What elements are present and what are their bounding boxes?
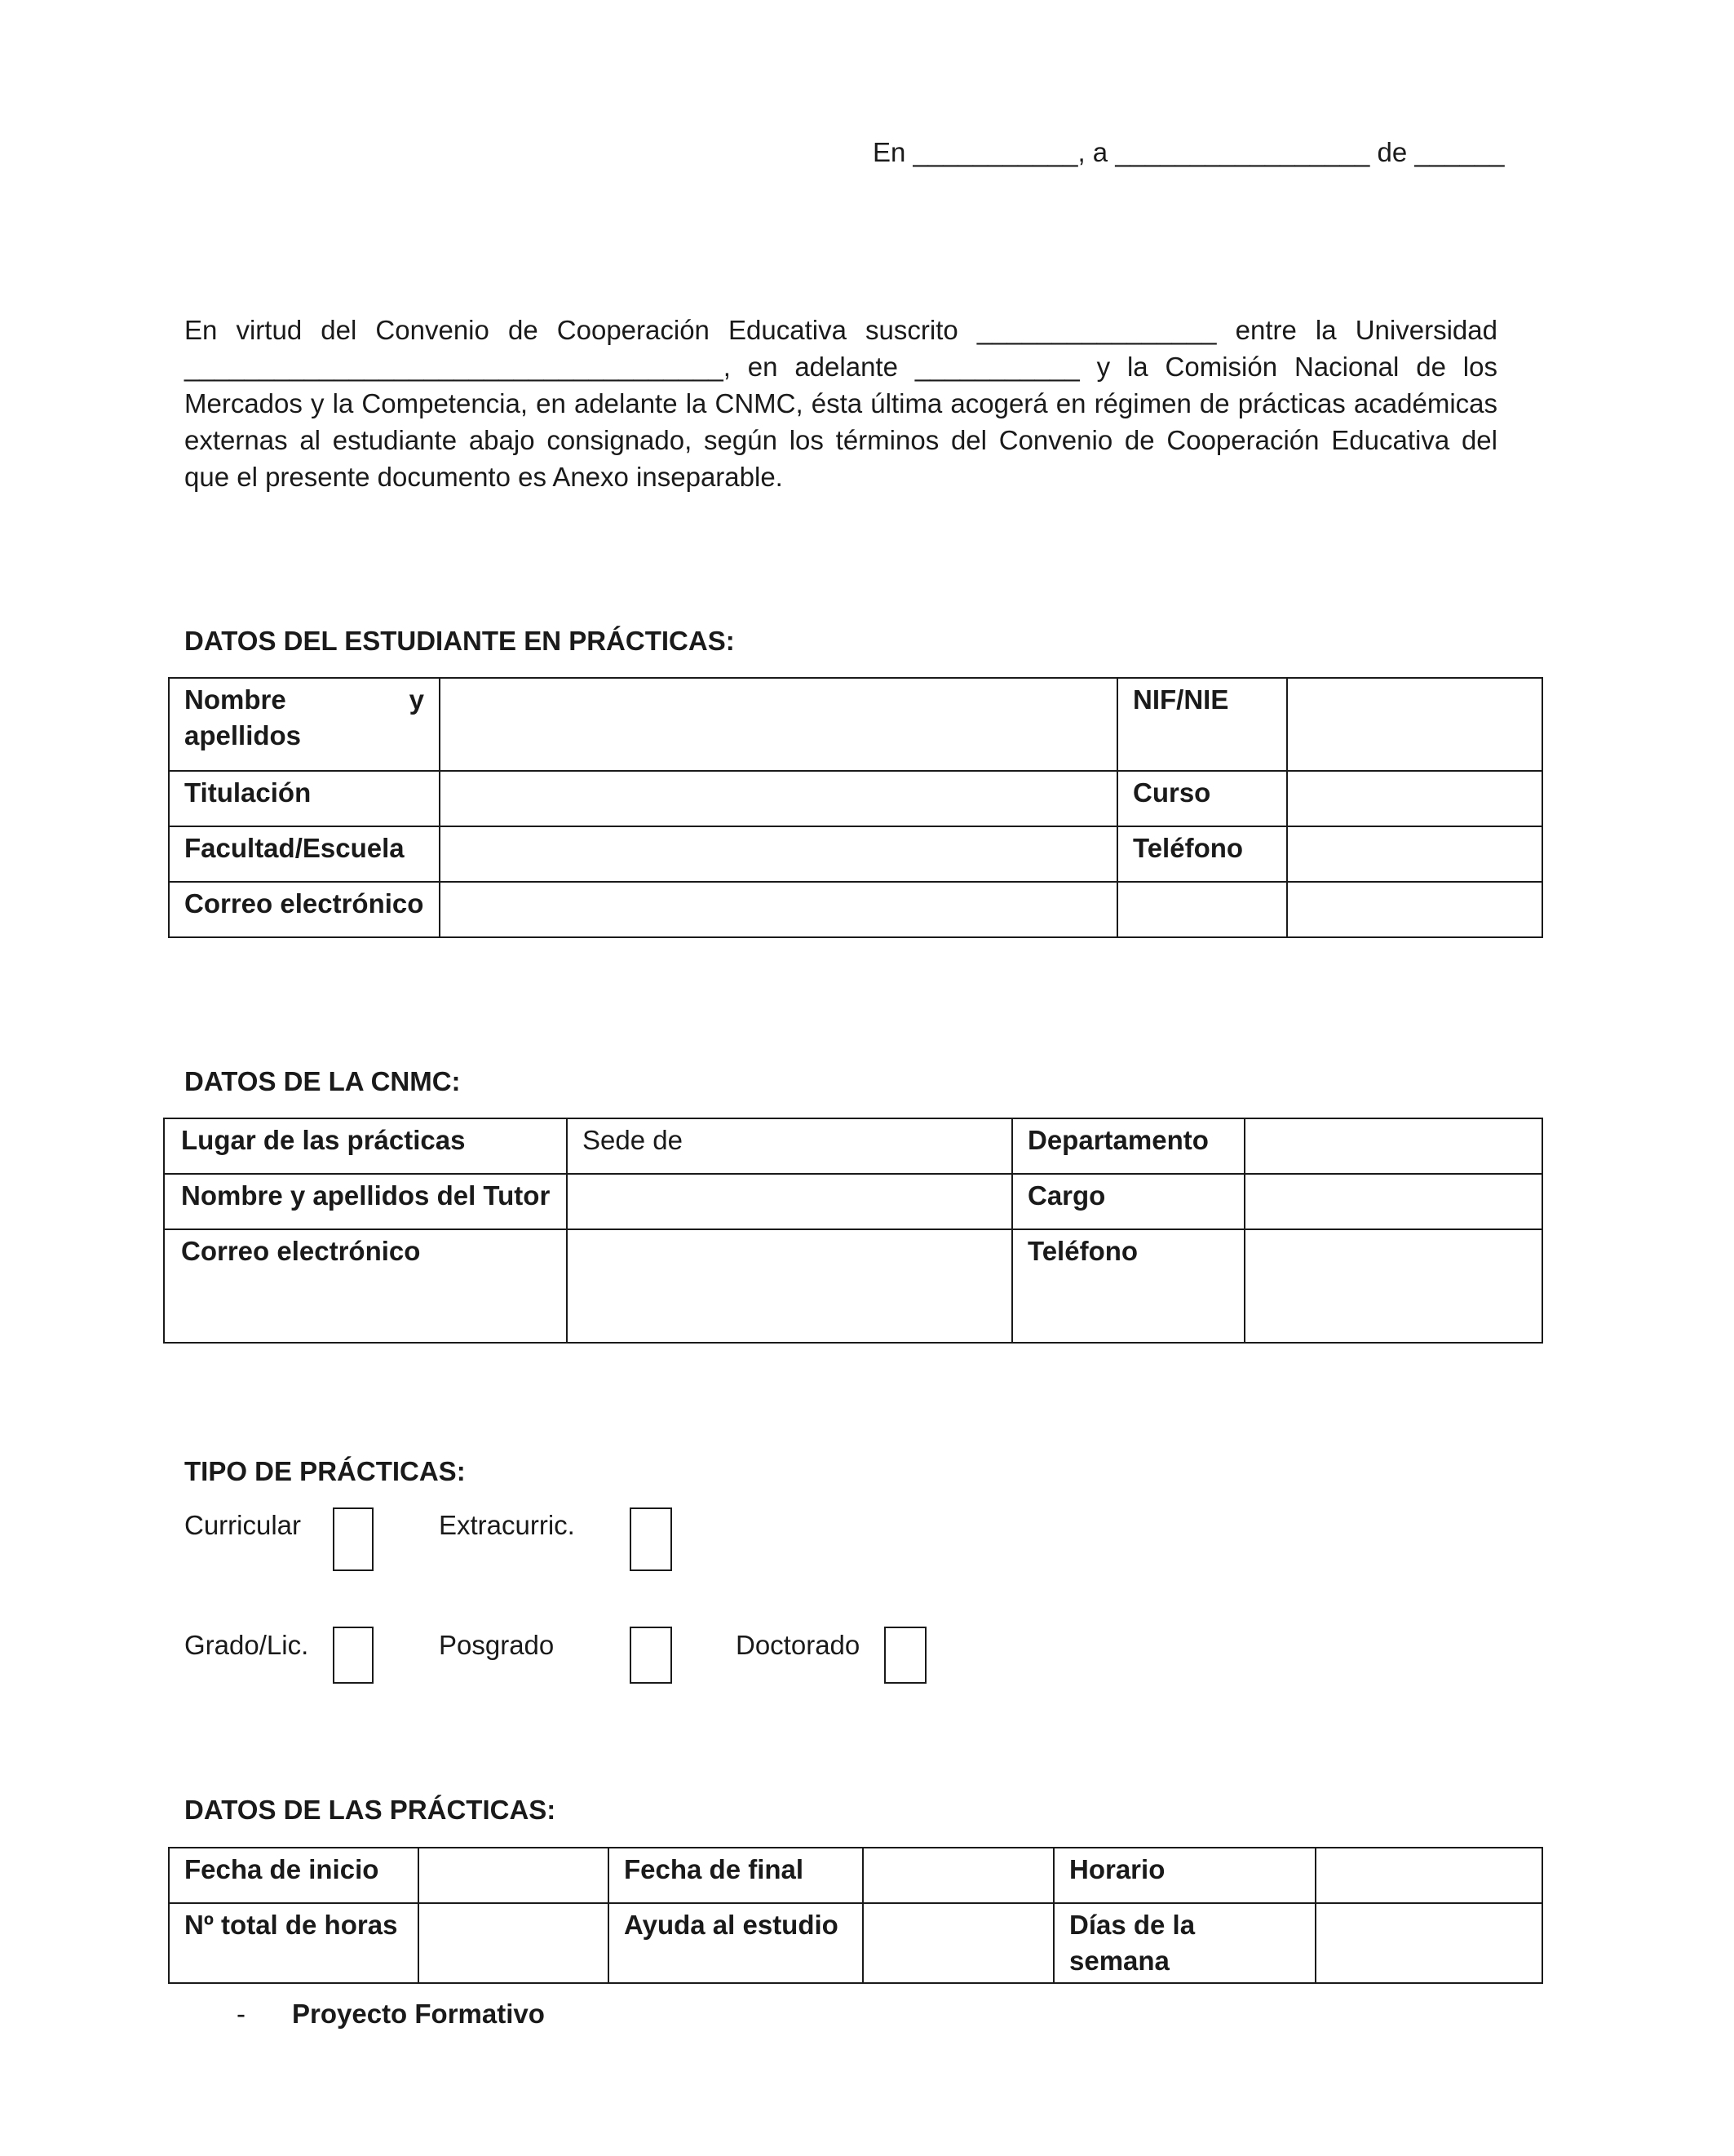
ayuda-input[interactable] — [863, 1903, 1054, 1983]
intro-text: y la Comisión Nacional de los — [1096, 352, 1497, 382]
university-blank[interactable]: ____________________________________, en adelante — [184, 352, 898, 382]
empty-cell — [1287, 882, 1542, 937]
day-month-blank[interactable]: _________________ — [1115, 137, 1370, 167]
intro-line-5: que el presente documento es Anexo inseparable. — [184, 462, 783, 492]
name-input[interactable] — [440, 678, 1117, 771]
curso-label: Curso — [1117, 771, 1287, 826]
bullet-dash: - — [237, 1999, 246, 2029]
total-horas-label: Nº total de horas — [169, 1903, 418, 1983]
signing-date-blank[interactable]: ________________ — [976, 315, 1217, 345]
table-row — [169, 826, 1542, 882]
dateline-de: de — [1377, 137, 1408, 167]
grado-label: Grado/Lic. — [184, 1630, 309, 1660]
grado-checkbox[interactable] — [333, 1627, 374, 1684]
practicas-table — [168, 1847, 1543, 1984]
university-abbrev-blank[interactable]: ___________ — [914, 352, 1080, 382]
cnmc-table — [163, 1118, 1543, 1344]
cargo-label: Cargo — [1012, 1174, 1245, 1229]
fecha-inicio-input[interactable] — [418, 1848, 608, 1903]
horario-input[interactable] — [1316, 1848, 1542, 1903]
posgrado-checkbox[interactable] — [630, 1627, 672, 1684]
proyecto-formativo-heading: Proyecto Formativo — [292, 1999, 545, 2029]
intro-line-4: externas al estudiante abajo consignado, según los términos del Convenio de Cooperación Educativa del — [184, 425, 1497, 455]
tutor-label: Nombre y apellidos del Tutor — [164, 1174, 567, 1229]
empty-cell — [1117, 882, 1287, 937]
intro-line-1 — [184, 312, 1497, 348]
cargo-input[interactable] — [1245, 1174, 1542, 1229]
place-blank[interactable]: ___________ — [913, 137, 1078, 167]
curricular-checkbox[interactable] — [333, 1507, 374, 1571]
departamento-input[interactable] — [1245, 1118, 1542, 1174]
practicas-heading: DATOS DE LAS PRÁCTICAS: — [184, 1795, 556, 1825]
cnmc-correo-label: Correo electrónico — [164, 1229, 567, 1343]
student-heading: DATOS DEL ESTUDIANTE EN PRÁCTICAS: — [184, 626, 735, 656]
intro-text: entre la Universidad — [1235, 315, 1497, 345]
table-row — [164, 1118, 1542, 1174]
intro-paragraph — [184, 312, 1497, 495]
dateline-a: , a — [1077, 137, 1108, 167]
intro-line-2 — [184, 348, 1497, 385]
year-blank[interactable]: ______ — [1414, 137, 1505, 167]
ayuda-label: Ayuda al estudio — [608, 1903, 863, 1983]
name-label-part: y — [409, 684, 424, 715]
intro-text: En virtud del Convenio de Cooperación Educativa suscrito — [184, 315, 958, 345]
dateline — [873, 137, 1505, 168]
tutor-input[interactable] — [567, 1174, 1012, 1229]
table-row — [164, 1174, 1542, 1229]
student-table — [168, 677, 1543, 938]
fecha-final-input[interactable] — [863, 1848, 1054, 1903]
cnmc-telefono-input[interactable] — [1245, 1229, 1542, 1343]
fecha-inicio-label: Fecha de inicio — [169, 1848, 418, 1903]
curricular-label: Curricular — [184, 1510, 302, 1540]
name-label-part: Nombre — [184, 684, 286, 715]
doctorado-label: Doctorado — [736, 1630, 860, 1660]
posgrado-label: Posgrado — [439, 1630, 555, 1660]
telefono-label: Teléfono — [1117, 826, 1287, 882]
extracurricular-checkbox[interactable] — [630, 1507, 672, 1571]
fecha-final-label: Fecha de final — [608, 1848, 863, 1903]
cnmc-heading: DATOS DE LA CNMC: — [184, 1066, 461, 1096]
horario-label: Horario — [1054, 1848, 1316, 1903]
departamento-label: Departamento — [1012, 1118, 1245, 1174]
correo-label: Correo electrónico — [169, 882, 440, 937]
dateline-prefix: En — [873, 137, 906, 167]
table-row — [169, 771, 1542, 826]
titulacion-label: Titulación — [169, 771, 440, 826]
doctorado-checkbox[interactable] — [884, 1627, 927, 1684]
extracurricular-label: Extracurric. — [439, 1510, 575, 1540]
nif-input[interactable] — [1287, 678, 1542, 771]
name-label-part: apellidos — [184, 720, 302, 750]
table-row — [169, 678, 1542, 771]
lugar-label: Lugar de las prácticas — [164, 1118, 567, 1174]
curso-input[interactable] — [1287, 771, 1542, 826]
table-row — [169, 882, 1542, 937]
nif-label: NIF/NIE — [1117, 678, 1287, 771]
correo-input[interactable] — [440, 882, 1117, 937]
titulacion-input[interactable] — [440, 771, 1117, 826]
cnmc-correo-input[interactable] — [567, 1229, 1012, 1343]
facultad-label: Facultad/Escuela — [169, 826, 440, 882]
facultad-input[interactable] — [440, 826, 1117, 882]
table-row — [169, 1903, 1542, 1983]
cnmc-telefono-label: Teléfono — [1012, 1229, 1245, 1343]
lugar-input[interactable]: Sede de — [567, 1118, 1012, 1174]
dias-label: Días de la semana — [1054, 1903, 1316, 1983]
dias-input[interactable] — [1316, 1903, 1542, 1983]
telefono-input[interactable] — [1287, 826, 1542, 882]
table-row — [169, 1848, 1542, 1903]
name-label — [169, 678, 440, 771]
tipo-heading: TIPO DE PRÁCTICAS: — [184, 1456, 466, 1486]
table-row — [164, 1229, 1542, 1343]
intro-line-3: Mercados y la Competencia, en adelante la CNMC, ésta última acogerá en régimen de prácticas académicas — [184, 388, 1497, 418]
total-horas-input[interactable] — [418, 1903, 608, 1983]
